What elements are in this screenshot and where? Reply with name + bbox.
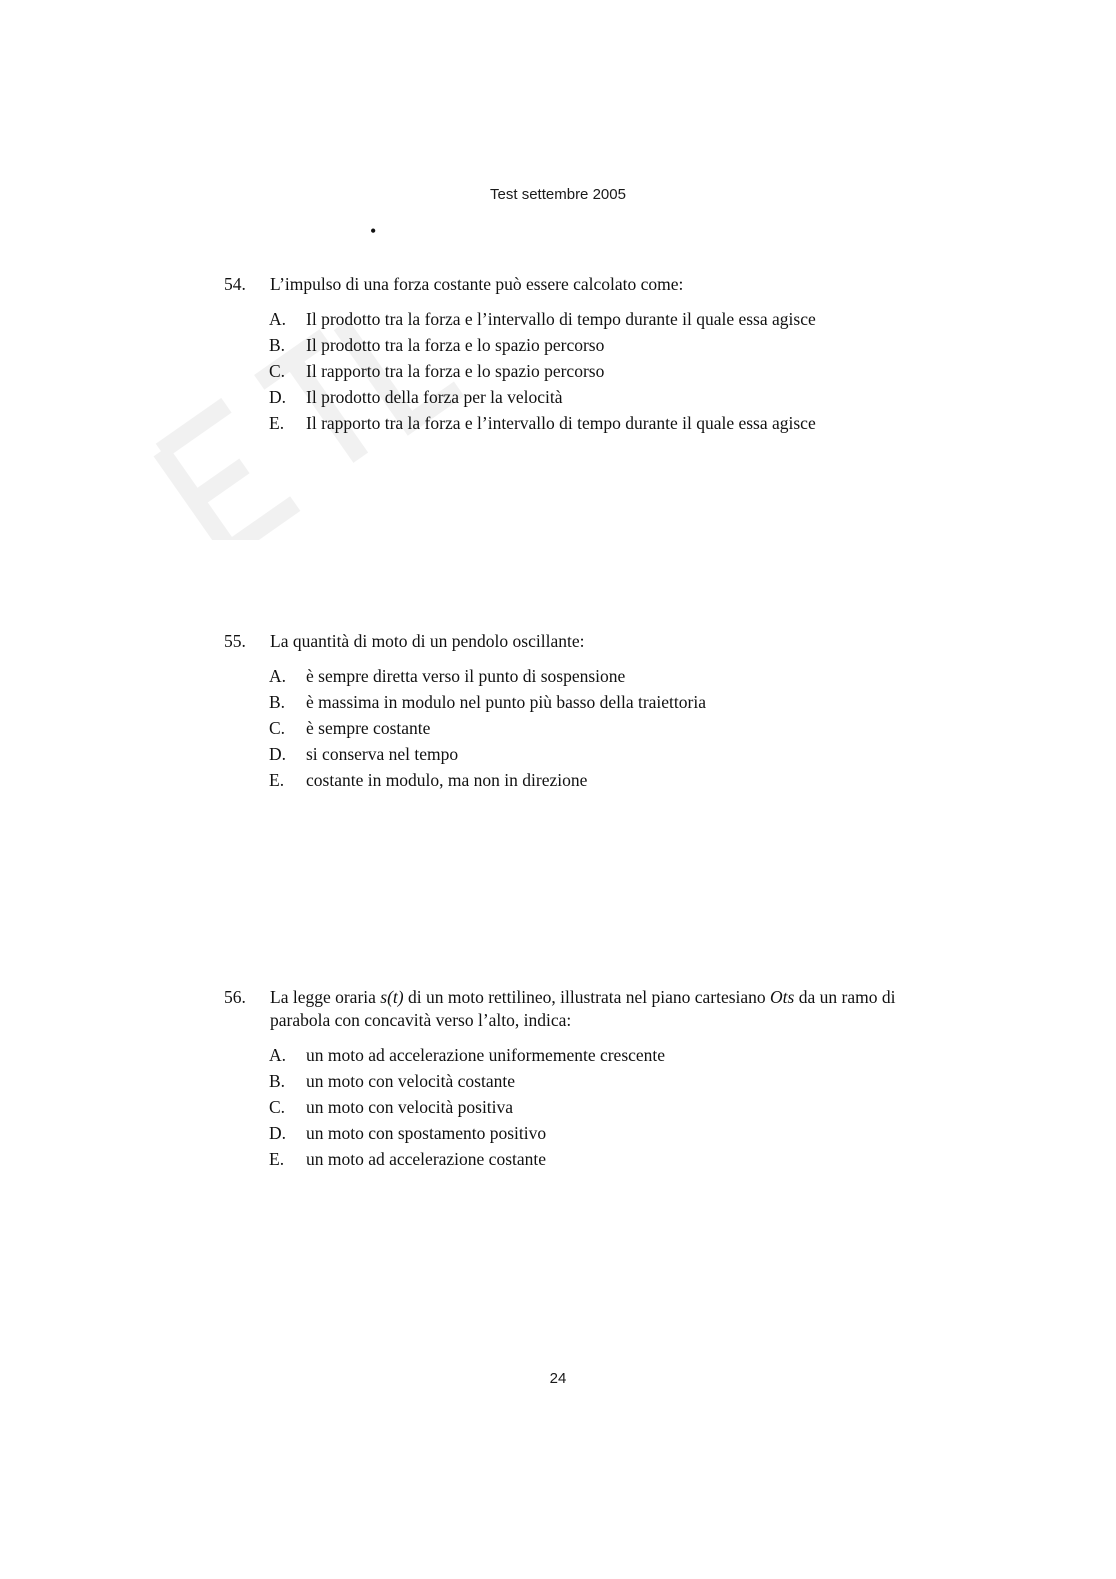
question-55 [224,630,924,793]
page-number: 24 [549,1370,567,1387]
option-text: un moto ad accelerazione costante [306,1149,547,1169]
question-54 [224,273,924,436]
option-text: un moto ad accelerazione uniformemente crescente [306,1045,666,1065]
math-expression-ots: Ots [770,987,795,1007]
running-header: Test settembre 2005 [490,186,626,203]
option-letter: B. [269,1071,286,1091]
option-text: Il prodotto tra la forza e l’intervallo di tempo durante il quale essa agisce [306,309,816,329]
option-letter: A. [269,309,287,329]
option-letter: B. [269,692,286,712]
option-letter: E. [269,413,285,433]
answer-option-e[interactable] [224,767,924,793]
question-header [224,273,924,296]
option-text: Il rapporto tra la forza e l’intervallo di tempo durante il quale essa agisce [306,413,816,433]
option-letter: C. [269,718,286,738]
question-number: 55. [224,631,246,651]
option-letter: C. [269,1097,286,1117]
answer-options [224,306,924,436]
answer-options [224,1042,924,1172]
option-letter: D. [269,1123,287,1143]
option-text: è sempre costante [306,718,431,738]
option-text: è massima in modulo nel punto più basso della traiettoria [306,692,706,712]
answer-option-d[interactable] [224,1120,924,1146]
option-letter: A. [269,1045,287,1065]
question-text-part: di un moto rettilineo, illustrata nel piano cartesiano [403,987,771,1007]
option-text: Il prodotto della forza per la velocità [306,387,563,407]
option-text: Il rapporto tra la forza e lo spazio percorso [306,361,605,381]
option-letter: D. [269,744,287,764]
question-text: L’impulso di una forza costante può essere calcolato come: [270,274,684,294]
answer-option-d[interactable] [224,741,924,767]
option-letter: C. [269,361,286,381]
option-text: un moto con spostamento positivo [306,1123,547,1143]
option-letter: D. [269,387,287,407]
question-56 [224,986,924,1172]
option-text: si conserva nel tempo [306,744,459,764]
answer-option-e[interactable] [224,1146,924,1172]
option-letter: E. [269,770,285,790]
answer-option-b[interactable] [224,332,924,358]
answer-options [224,663,924,793]
question-text: La quantità di moto di un pendolo oscillante: [270,631,585,651]
answer-option-a[interactable] [224,306,924,332]
option-text: Il prodotto tra la forza e lo spazio percorso [306,335,605,355]
option-text: un moto con velocità costante [306,1071,515,1091]
question-text-part: da un ramo di parabola con concavità verso l’alto, indica: [270,987,896,1030]
answer-option-a[interactable] [224,1042,924,1068]
question-header [224,986,924,1032]
answer-option-c[interactable] [224,1094,924,1120]
option-letter: E. [269,1149,285,1169]
option-letter: B. [269,335,286,355]
answer-option-d[interactable] [224,384,924,410]
option-text: un moto con velocità positiva [306,1097,514,1117]
answer-option-b[interactable] [224,1068,924,1094]
math-expression-s-t: s(t) [380,987,404,1007]
answer-option-a[interactable] [224,663,924,689]
answer-option-c[interactable] [224,358,924,384]
answer-option-e[interactable] [224,410,924,436]
question-header [224,630,924,653]
option-letter: A. [269,666,287,686]
option-text: è sempre diretta verso il punto di sospensione [306,666,626,686]
bullet-mark: • [370,221,377,241]
question-number: 56. [224,987,246,1007]
answer-option-c[interactable] [224,715,924,741]
option-text: costante in modulo, ma non in direzione [306,770,588,790]
question-text [270,986,924,1032]
answer-option-b[interactable] [224,689,924,715]
question-text-part: La legge oraria [270,987,381,1007]
question-number: 54. [224,274,246,294]
